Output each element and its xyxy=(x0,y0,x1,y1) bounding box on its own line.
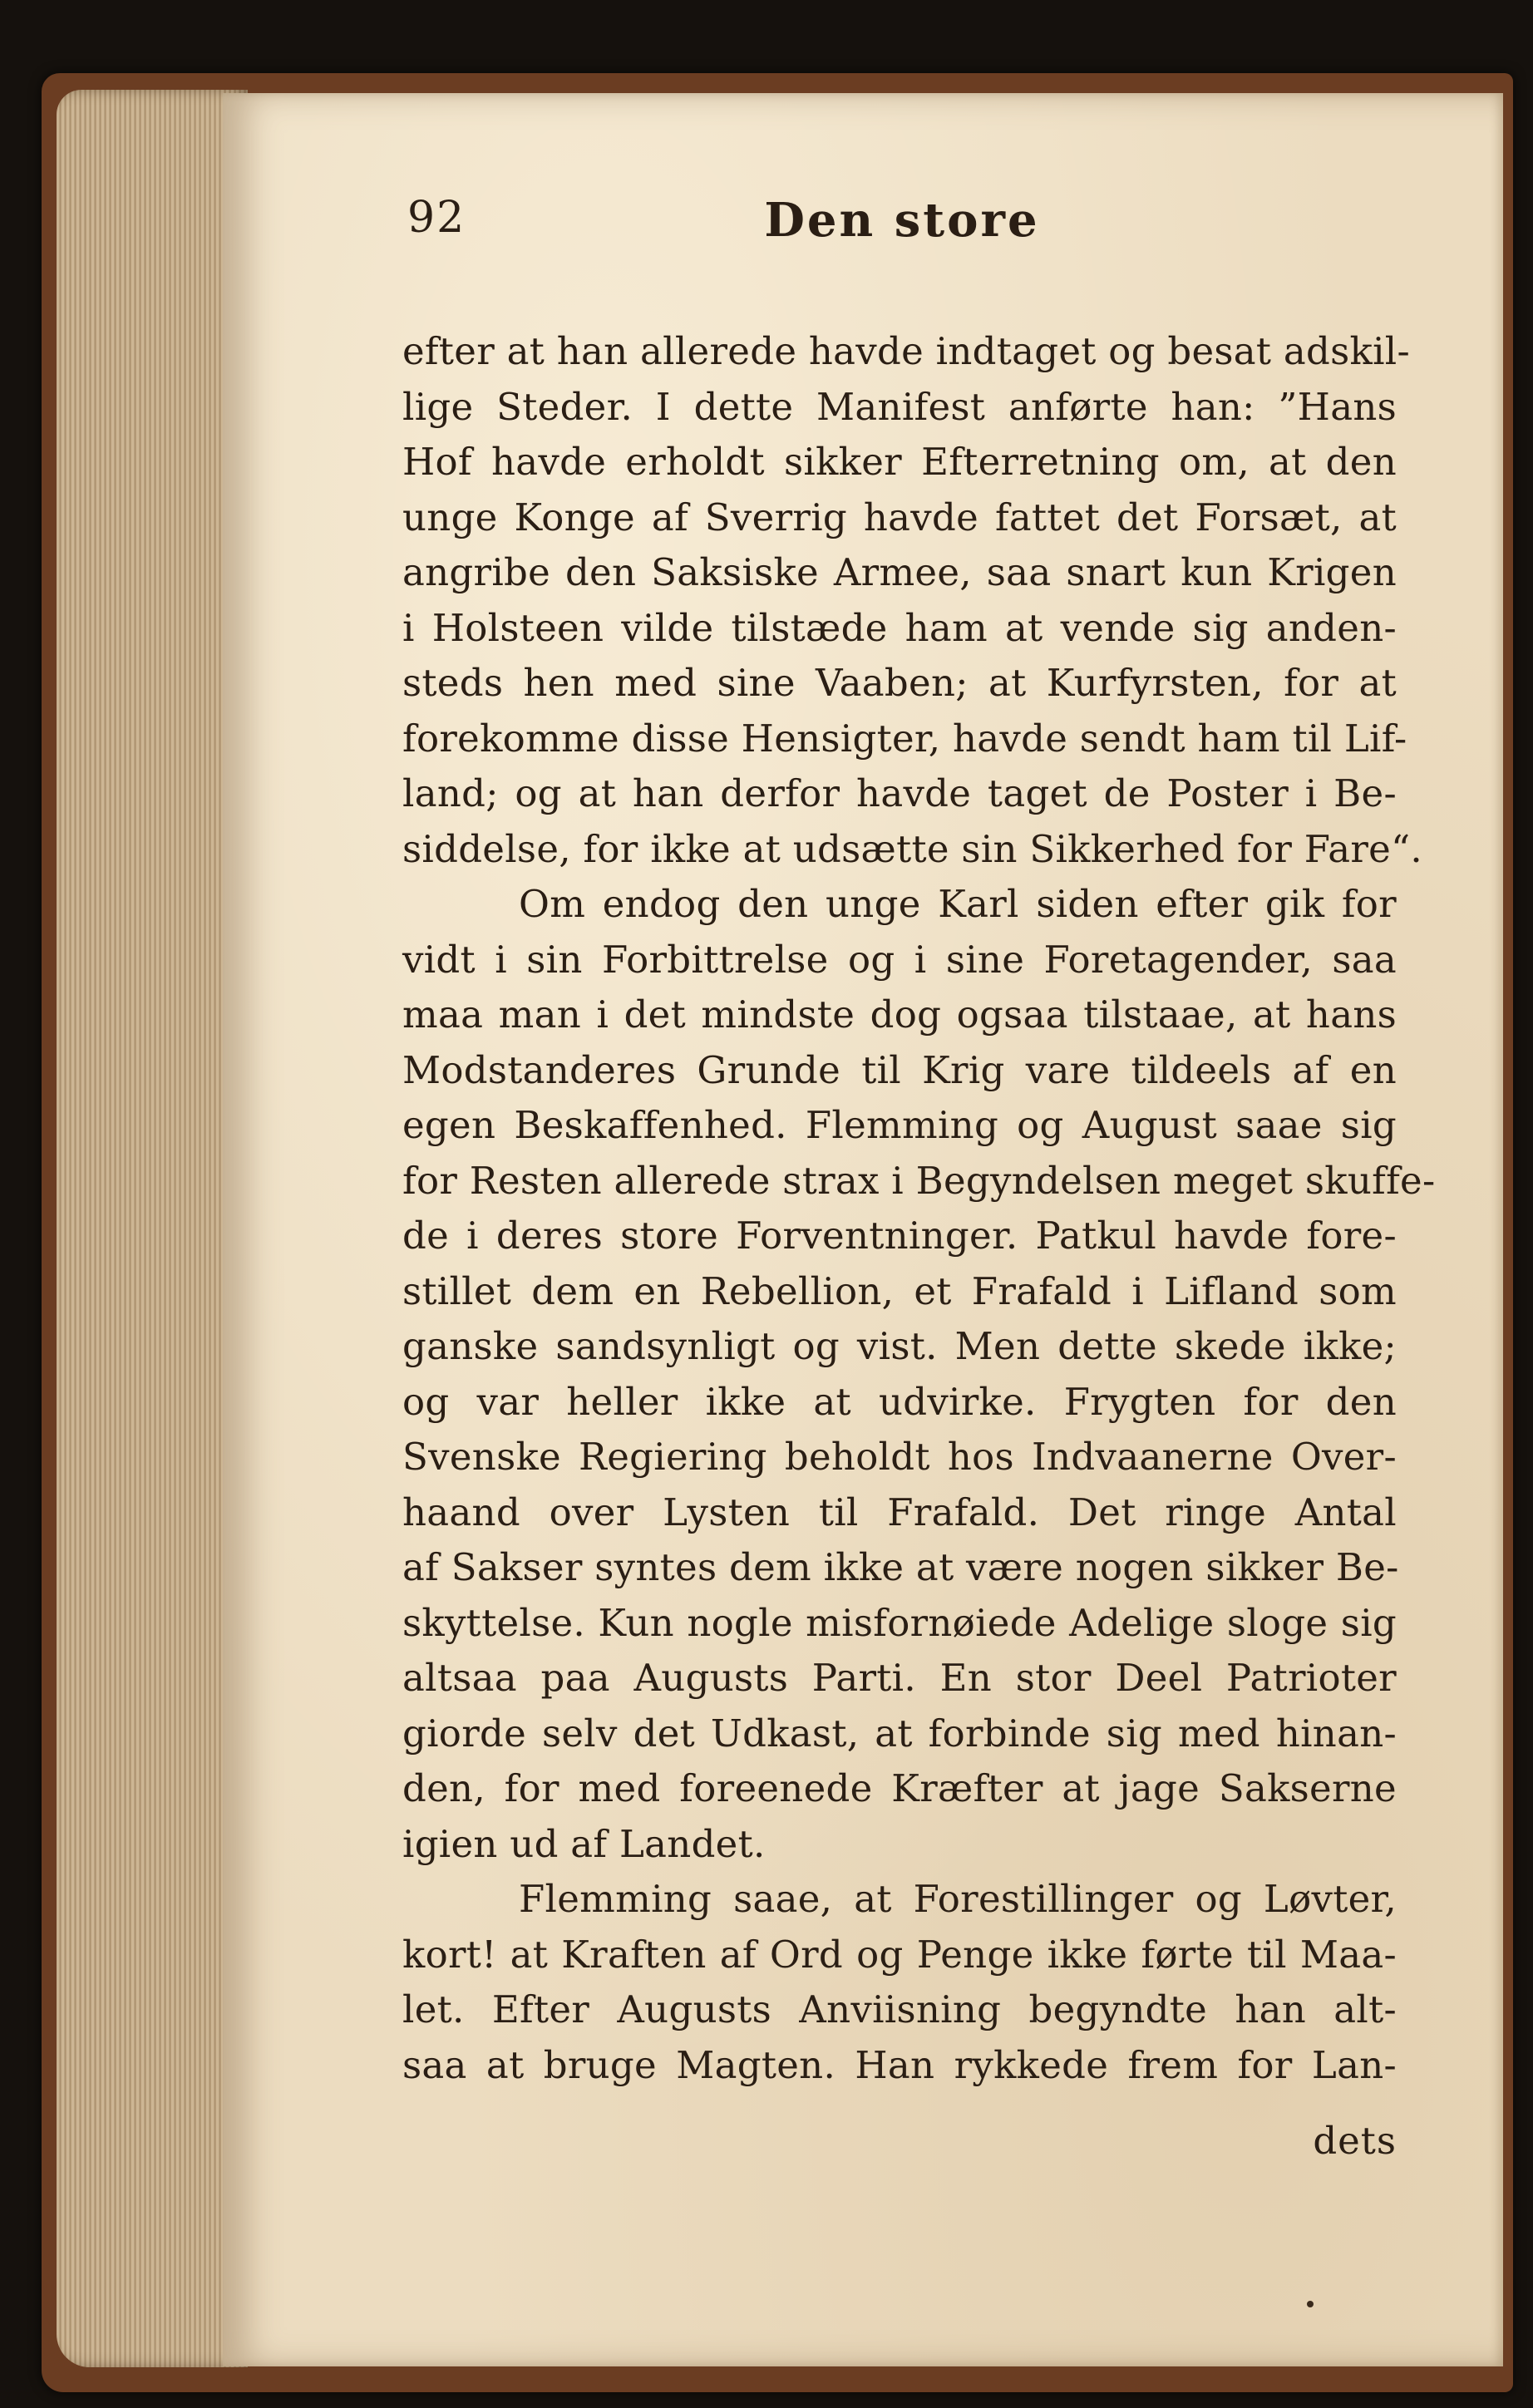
text-line: saa at bruge Magten. Han rykkede frem for Lan- xyxy=(402,2042,1397,2087)
body-text xyxy=(402,324,1436,2093)
text-line: haand over Lysten til Frafald. Det ringe Antal xyxy=(402,1490,1397,1534)
text-line: kort! at Kraften af Ord og Penge ikke førte til Maa- xyxy=(402,1932,1397,1977)
text-line: igien ud af Landet. xyxy=(402,1821,766,1866)
text-line: altsaa paa Augusts Parti. En stor Deel Patrioter xyxy=(402,1656,1397,1700)
text-line: Modstanderes Grunde til Krig vare tildeels af en xyxy=(402,1047,1397,1092)
text-line: angribe den Saksiske Armee, saa snart kun Krigen xyxy=(402,550,1397,594)
text-line: i Holsteen vilde tilstæde ham at vende sig anden- xyxy=(402,605,1397,650)
text-line: steds hen med sine Vaaben; at Kurfyrsten, for at xyxy=(402,661,1397,705)
text-line: Hof havde erholdt sikker Efterretning om, at den xyxy=(402,440,1397,484)
running-head xyxy=(407,193,1397,259)
text-line: og var heller ikke at udvirke. Frygten for den xyxy=(402,1379,1397,1424)
ink-dot xyxy=(1307,2301,1314,2307)
running-title: Den store xyxy=(764,193,1040,248)
text-line: vidt i sin Forbittrelse og i sine Foretagender, saa xyxy=(402,937,1397,982)
text-line: Flemming saae, at Forestillinger og Løvter, xyxy=(519,1877,1397,1921)
text-line: stillet dem en Rebellion, et Frafald i Lifland som xyxy=(402,1268,1397,1313)
text-line: egen Beskaffenhed. Flemming og August saae sig xyxy=(402,1103,1397,1147)
text-line: lige Steder. I dette Manifest anførte han: ”Hans xyxy=(402,384,1397,429)
page-edges xyxy=(57,90,248,2367)
text-line: Om endog den unge Karl siden efter gik for xyxy=(519,882,1397,926)
text-line: forekomme disse Hensigter, havde sendt ham til Lif- xyxy=(402,716,1407,761)
text-line: ganske sandsynligt og vist. Men dette skede ikke; xyxy=(402,1324,1397,1368)
text-line: for Resten allerede strax i Begyndelsen meget skuffe- xyxy=(402,1158,1436,1203)
text-line: de i deres store Forventninger. Patkul havde fore- xyxy=(402,1214,1397,1258)
page-number: 92 xyxy=(407,193,466,243)
text-line: let. Efter Augusts Anviisning begyndte han alt- xyxy=(402,1987,1397,2031)
text-line: siddelse, for ikke at udsætte sin Sikkerhed for Fare“. xyxy=(402,826,1422,871)
text-line: Svenske Regiering beholdt hos Indvaanerne Over- xyxy=(402,1435,1397,1479)
catchword: dets xyxy=(1313,2119,1397,2163)
text-line: skyttelse. Kun nogle misfornøiede Adelige sloge sig xyxy=(402,1600,1397,1645)
text-line: unge Konge af Sverrig havde fattet det Forsæt, at xyxy=(402,495,1397,539)
text-line: land; og at han derfor havde taget de Poster i Be- xyxy=(402,771,1397,815)
text-line: af Sakser syntes dem ikke at være nogen sikker Be- xyxy=(402,1545,1399,1589)
text-line: maa man i det mindste dog ogsaa tilstaae, at hans xyxy=(402,992,1397,1037)
text-line: efter at han allerede havde indtaget og besat adskil- xyxy=(402,329,1410,373)
text-line: den, for med foreenede Kræfter at jage Sakserne xyxy=(402,1766,1397,1810)
text-line: giorde selv det Udkast, at forbinde sig med hinan- xyxy=(402,1711,1397,1756)
